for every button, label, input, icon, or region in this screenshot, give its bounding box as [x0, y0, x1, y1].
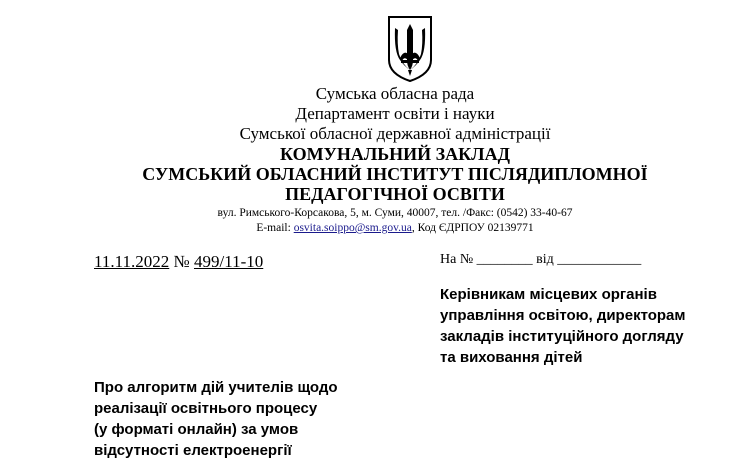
- subject-block: [94, 377, 384, 461]
- addressee-line: Керівникам місцевих органів: [440, 286, 657, 303]
- org-name-line2: СУМСЬКИЙ ОБЛАСНИЙ ІНСТИТУТ ПІСЛЯДИПЛОМНОЇ: [142, 164, 648, 184]
- number-sign: №: [173, 252, 190, 271]
- registration-line: [94, 252, 263, 272]
- addressee-line: управління освітою, директорам: [440, 307, 686, 324]
- org-name-line1: КОМУНАЛЬНИЙ ЗАКЛАД: [280, 144, 510, 164]
- doc-number: 499/11-10: [193, 252, 264, 271]
- email-link[interactable]: osvita.soippo@sm.gov.ua: [293, 222, 412, 234]
- tryzub-coat-of-arms-icon: [386, 14, 434, 84]
- addressee-line: закладів інституційного догляду: [440, 328, 684, 345]
- contact-line: [20, 222, 750, 234]
- subject-line: (у форматі онлайн) за умов: [94, 421, 299, 438]
- addressee-line: та виховання дітей: [440, 349, 583, 366]
- subject-line: Про алгоритм дій учителів щодо: [94, 379, 338, 396]
- edrpou-code: , Код ЄДРПОУ 02139771: [411, 222, 534, 234]
- subject-line: реалізації освітнього процесу: [94, 400, 318, 417]
- department-name: Департамент освіти і науки: [295, 104, 495, 123]
- addressee-block: [440, 284, 730, 368]
- reference-line: На № ________ від ____________: [440, 252, 642, 267]
- email-label: E-mail:: [256, 222, 291, 234]
- org-name-line3: ПЕДАГОГІЧНОЇ ОСВІТИ: [285, 184, 505, 204]
- doc-date: 11.11.2022: [94, 252, 170, 271]
- org-address: вул. Римського-Корсакова, 5, м. Суми, 40007, тел. /Факс: (0542) 33-40-67: [217, 207, 573, 219]
- administration-name: Сумської обласної державної адміністрації: [239, 124, 551, 143]
- subject-line: відсутності електроенергії: [94, 442, 292, 459]
- council-name: Сумська обласна рада: [315, 84, 475, 103]
